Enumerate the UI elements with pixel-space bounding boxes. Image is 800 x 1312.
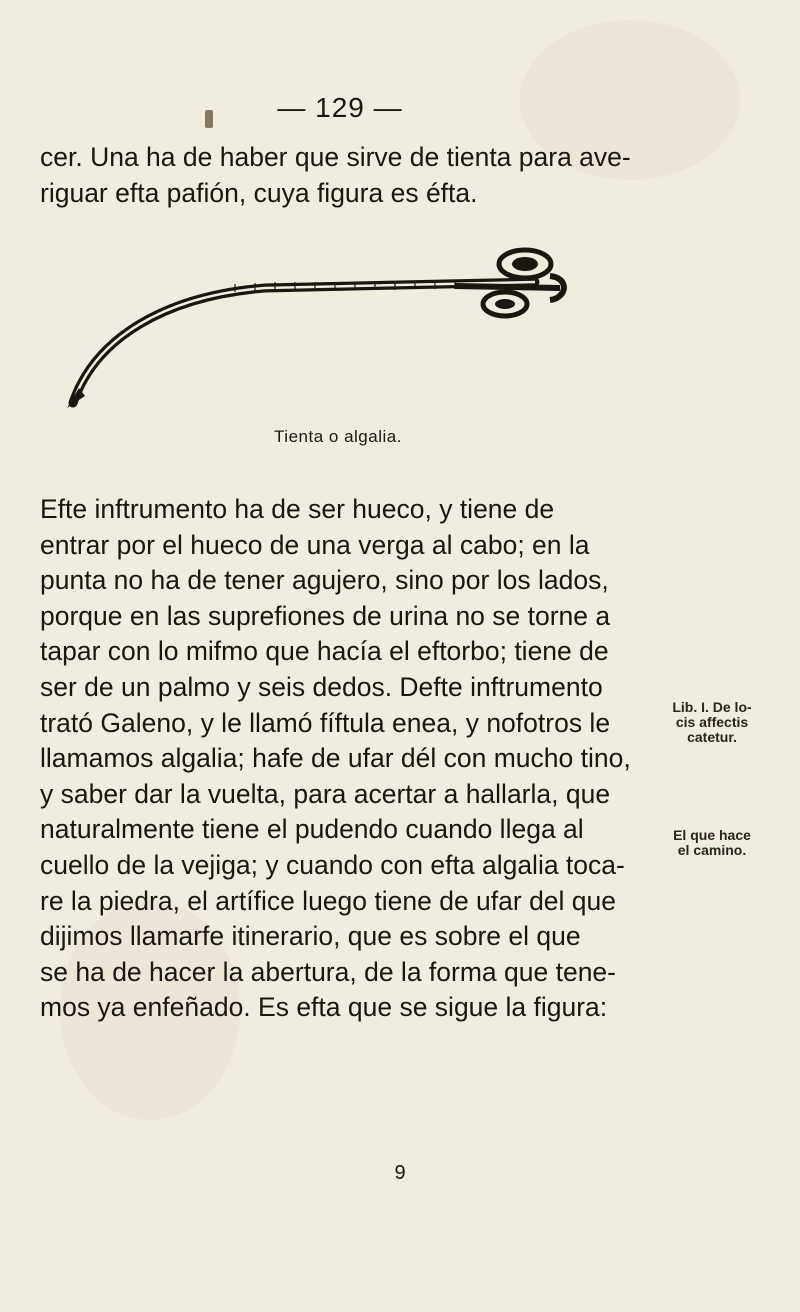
- margin-note: [632, 828, 792, 858]
- catheter-illustration-icon: [55, 238, 615, 418]
- text-line: y saber dar la vuelta, para acertar a hallarla, que: [40, 778, 611, 809]
- text-line: tapar con lo mifmo que hacía el eftorbo; tiene de: [40, 636, 609, 667]
- body-text: [40, 492, 631, 1026]
- margin-note-line: el camino.: [677, 842, 747, 858]
- signature-mark: 9: [394, 1162, 406, 1184]
- margin-note-line: catetur.: [687, 729, 737, 745]
- figure-caption: Tienta o algalia.: [274, 427, 402, 446]
- margin-note-line: Lib. I. De lo-: [672, 699, 752, 715]
- text-line: porque en las suprefiones de urina no se torne a: [40, 600, 611, 631]
- opening-text: [40, 140, 631, 211]
- text-line: cuello de la vejiga; y cuando con efta algalia toca-: [40, 849, 625, 880]
- text-line: llamamos algalia; hafe de ufar dél con mucho tino,: [40, 743, 631, 774]
- ink-mark: [205, 110, 213, 128]
- text-line: trató Galeno, y le llamó fíftula enea, y nofotros le: [40, 707, 611, 738]
- text-line: riguar efta pafión, cuya figura es éfta.: [40, 177, 478, 208]
- text-line: mos ya enfeñado. Es efta que se sigue la figura:: [40, 992, 608, 1023]
- page-number: — 129 —: [277, 92, 403, 123]
- text-line: ser de un palmo y seis dedos. Defte inftrumento: [40, 671, 603, 702]
- text-line: dijimos llamarfe itinerario, que es sobre el que: [40, 921, 581, 952]
- text-line: entrar por el hueco de una verga al cabo; en la: [40, 529, 590, 560]
- text-line: re la piedra, el artífice luego tiene de ufar del que: [40, 885, 617, 916]
- text-line: Efte inftrumento ha de ser hueco, y tiene de: [40, 494, 555, 524]
- text-line: punta no ha de tener agujero, sino por los lados,: [40, 565, 609, 596]
- margin-note-line: cis affectis: [675, 714, 749, 730]
- margin-note: [632, 700, 792, 745]
- text-line: se ha de hacer la abertura, de la forma que tene-: [40, 956, 616, 987]
- text-line: cer. Una ha de haber que sirve de tienta para ave-: [40, 142, 631, 172]
- margin-note-line: El que hace: [673, 827, 751, 843]
- text-line: naturalmente tiene el pudendo cuando llega al: [40, 814, 584, 845]
